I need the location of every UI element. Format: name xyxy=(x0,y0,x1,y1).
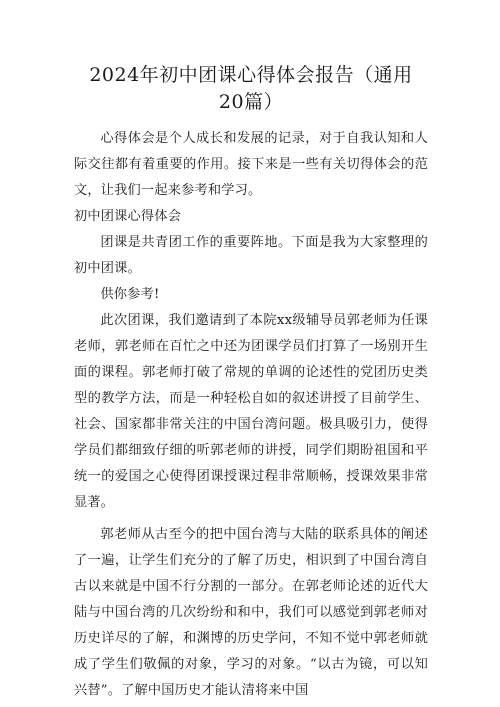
body-paragraph: 供你参考! xyxy=(100,287,160,302)
body-paragraph: 此次团课，我们邀请到了本院xx级辅导员郭老师为任课老师，郭老师在百忙之中还为团课学员们打算了一场别开生面的课程。郭老师打破了常规的单调的论述性的党团历史类型的教学方法，而是一种轻松自如的叙述讲授了目前学生、社会、国家都非常关注的中国台湾问题。极具吸引力，使得学员们都细致仔细的听郭老师的讲授，同学们期盼祖国和平统一的爱国之心使得团课授课过程非常顺畅，授课效果非常显著。 xyxy=(74,313,428,510)
body-paragraph: 团课是共青团工作的重要阵地。下面是我为大家整理的初中团课。 xyxy=(74,235,428,276)
title-line-2: 20篇） xyxy=(218,91,284,113)
section-heading: 初中团课心得体会 xyxy=(74,209,182,224)
body-paragraph: 郭老师从古至今的把中国台湾与大陆的联系具体的阐述了一遍，让学生们充分的了解了历史，相识到了中国台湾自古以来就是中国不行分割的一部分。在郭老师论述的近代大陆与中国台湾的几次纷纷和和中，我们可以感觉到郭老师对历史详尽的了解，和渊博的历史学问，不知不觉中郭老师就成了学生们敬佩的对象，学习的对象。“以古为镜，可以知兴替”。了解中国历史才能认清将来中国 xyxy=(74,527,428,698)
document-title xyxy=(74,62,428,116)
title-line-1: 2024年初中团课心得体会报告（通用 xyxy=(89,64,413,86)
intro-paragraph: 心得体会是个人成长和发展的记录，对于自我认知和人际交往都有着重要的作用。接下来是一些有关切得体会的范文，让我们一起来参考和学习。 xyxy=(74,131,428,198)
